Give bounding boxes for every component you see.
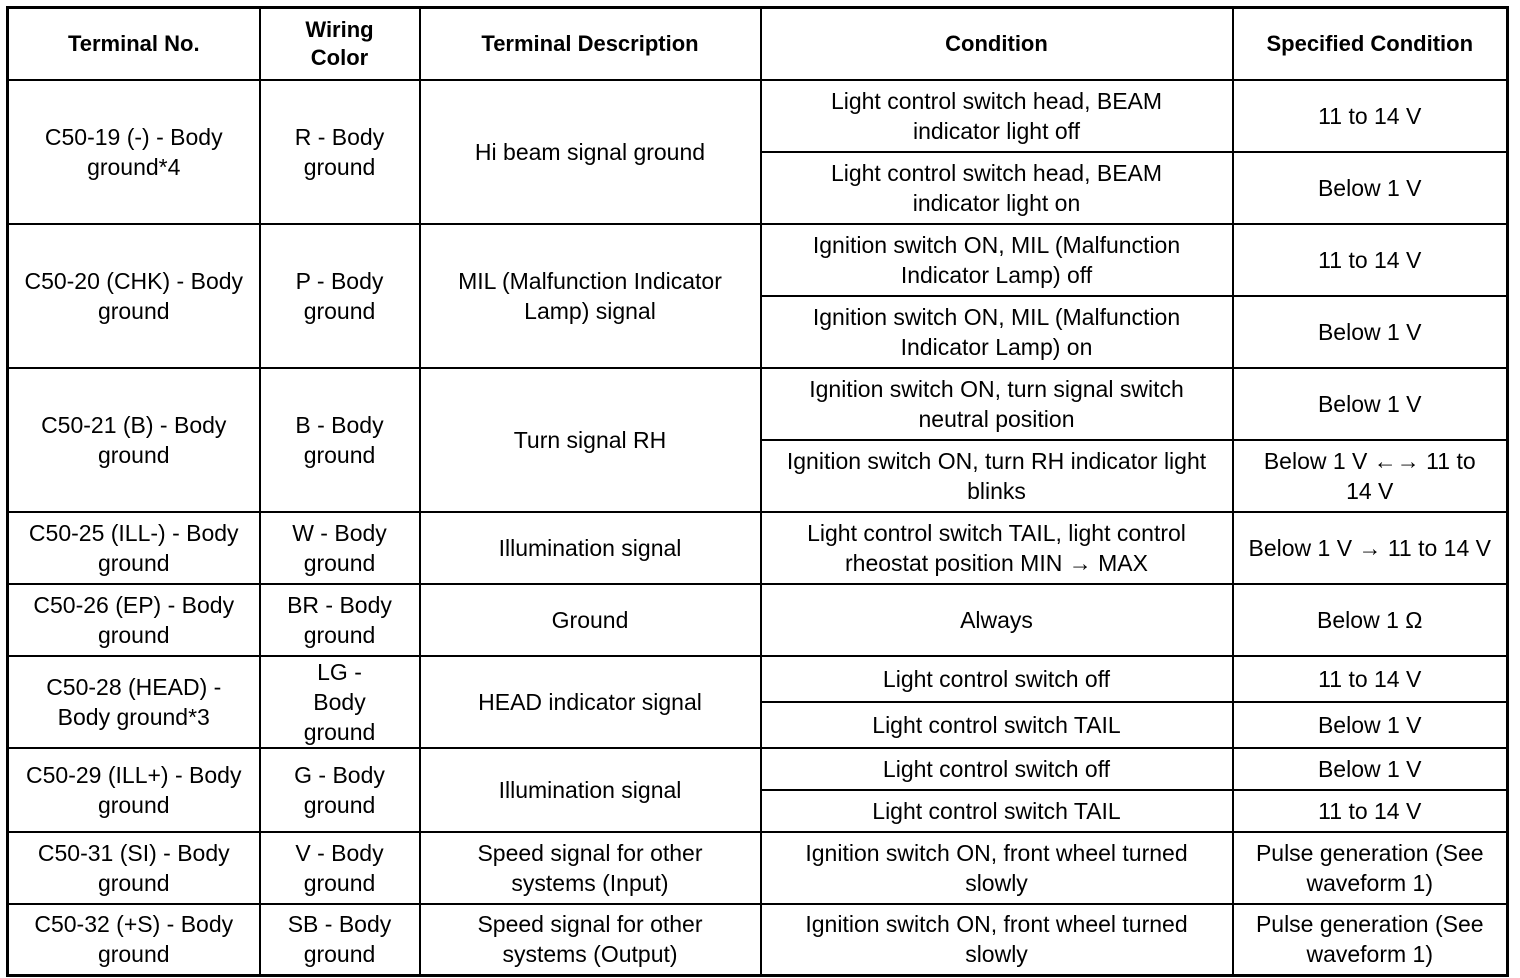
header-specified-condition: Specified Condition [1233, 8, 1508, 80]
wiring-color-cell: P - Body ground [260, 224, 420, 368]
terminal-description-cell: Hi beam signal ground [420, 80, 761, 224]
header-terminal-description: Terminal Description [420, 8, 761, 80]
terminal-description-cell: Turn signal RH [420, 368, 761, 512]
table-row [8, 748, 1508, 790]
header-wiring-color: Wiring Color [260, 8, 420, 80]
condition-cell: Light control switch head, BEAM indicator light off [761, 80, 1233, 152]
wiring-color-cell: W - Body ground [260, 512, 420, 584]
terminal-description-cell: MIL (Malfunction Indicator Lamp) signal [420, 224, 761, 368]
table-row [8, 656, 1508, 702]
specified-condition-cell: Below 1 V [1233, 702, 1508, 748]
wiring-color-cell: B - Body ground [260, 368, 420, 512]
terminal-no-cell: C50-21 (B) - Body ground [8, 368, 260, 512]
table-row [8, 584, 1508, 656]
specified-condition-cell: Below 1 V [1233, 368, 1508, 440]
wiring-color-cell: V - Body ground [260, 832, 420, 904]
table-header-row [8, 8, 1508, 80]
specified-condition-cell: Below 1 Ω [1233, 584, 1508, 656]
terminal-no-cell: C50-28 (HEAD) - Body ground*3 [8, 656, 260, 748]
wiring-color-cell: G - Body ground [260, 748, 420, 832]
terminal-spec-table [6, 6, 1509, 977]
wiring-color-cell: R - Body ground [260, 80, 420, 224]
table-row [8, 224, 1508, 296]
condition-cell: Ignition switch ON, turn signal switch neutral position [761, 368, 1233, 440]
terminal-description-cell: Illumination signal [420, 748, 761, 832]
terminal-no-cell: C50-20 (CHK) - Body ground [8, 224, 260, 368]
header-terminal-no: Terminal No. [8, 8, 260, 80]
terminal-no-cell: C50-31 (SI) - Body ground [8, 832, 260, 904]
terminal-description-cell: Speed signal for other systems (Input) [420, 832, 761, 904]
specified-condition-cell: Below 1 V ←→ 11 to 14 V [1233, 440, 1508, 512]
table-row [8, 512, 1508, 584]
condition-cell: Light control switch off [761, 656, 1233, 702]
terminal-description-cell: Speed signal for other systems (Output) [420, 904, 761, 976]
table-row [8, 368, 1508, 440]
condition-cell: Light control switch TAIL [761, 790, 1233, 832]
specified-condition-cell: Pulse generation (See waveform 1) [1233, 904, 1508, 976]
specified-condition-cell: Below 1 V [1233, 152, 1508, 224]
specified-condition-cell: Below 1 V [1233, 748, 1508, 790]
wiring-color-cell: SB - Body ground [260, 904, 420, 976]
terminal-no-cell: C50-26 (EP) - Body ground [8, 584, 260, 656]
condition-cell: Ignition switch ON, turn RH indicator light blinks [761, 440, 1233, 512]
wiring-color-cell: BR - Body ground [260, 584, 420, 656]
terminal-description-cell: Ground [420, 584, 761, 656]
condition-cell: Light control switch head, BEAM indicator light on [761, 152, 1233, 224]
table-row [8, 904, 1508, 976]
wiring-color-cell: LG - Body ground [260, 656, 420, 748]
specified-condition-cell: 11 to 14 V [1233, 80, 1508, 152]
terminal-no-cell: C50-19 (-) - Body ground*4 [8, 80, 260, 224]
terminal-no-cell: C50-32 (+S) - Body ground [8, 904, 260, 976]
specified-condition-cell: Pulse generation (See waveform 1) [1233, 832, 1508, 904]
terminal-description-cell: HEAD indicator signal [420, 656, 761, 748]
specified-condition-cell: 11 to 14 V [1233, 790, 1508, 832]
condition-cell: Light control switch off [761, 748, 1233, 790]
specified-condition-cell: 11 to 14 V [1233, 224, 1508, 296]
condition-cell: Light control switch TAIL, light control rheostat position MIN → MAX [761, 512, 1233, 584]
terminal-description-cell: Illumination signal [420, 512, 761, 584]
specified-condition-cell: Below 1 V [1233, 296, 1508, 368]
specified-condition-cell: Below 1 V → 11 to 14 V [1233, 512, 1508, 584]
condition-cell: Ignition switch ON, MIL (Malfunction Indicator Lamp) off [761, 224, 1233, 296]
header-condition: Condition [761, 8, 1233, 80]
specified-condition-cell: 11 to 14 V [1233, 656, 1508, 702]
table-row [8, 832, 1508, 904]
condition-cell: Ignition switch ON, MIL (Malfunction Indicator Lamp) on [761, 296, 1233, 368]
condition-cell: Ignition switch ON, front wheel turned slowly [761, 832, 1233, 904]
condition-cell: Light control switch TAIL [761, 702, 1233, 748]
table-row [8, 80, 1508, 152]
condition-cell: Always [761, 584, 1233, 656]
terminal-no-cell: C50-29 (ILL+) - Body ground [8, 748, 260, 832]
terminal-no-cell: C50-25 (ILL-) - Body ground [8, 512, 260, 584]
condition-cell: Ignition switch ON, front wheel turned slowly [761, 904, 1233, 976]
